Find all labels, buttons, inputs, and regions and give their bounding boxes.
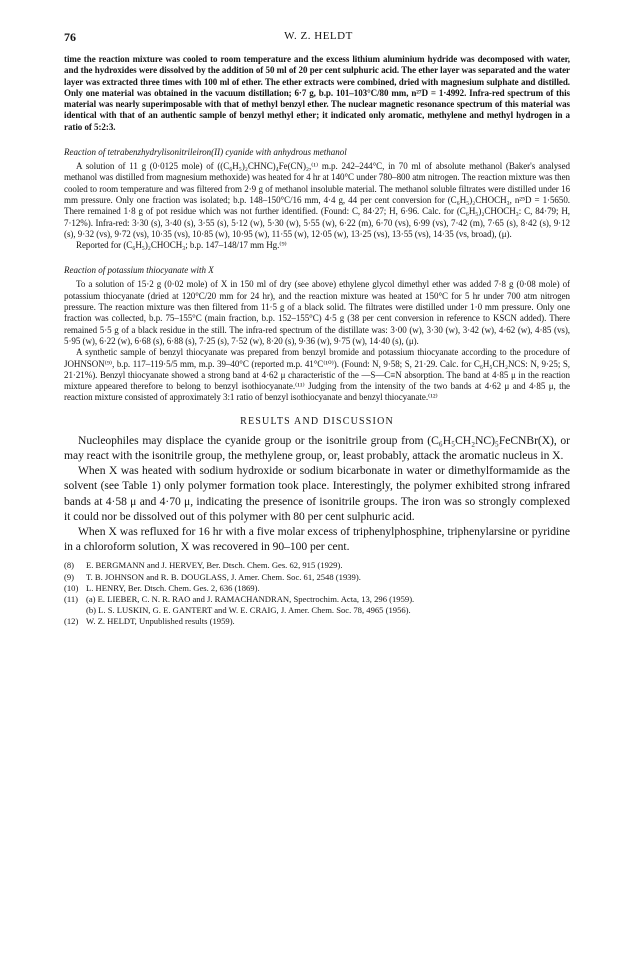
paragraph-synthetic-sample: A synthetic sample of benzyl thiocyanate was prepared from benzyl bromide and potassium thiocyanate according to the procedure of JOHNSON⁽⁹⁾, b.p. 117–119·5/5 mm, m.p. 39–40°C (reported m.p. 41°C⁽¹⁰⁾). (Found: N, 9·58; S, 21·29. Calc. for C₆H₅CH₂NCS: N, 9·25; S, 21·21%). Benzyl thiocyanate showed a strong band at 4·62 μ characteristic of the —S—C≡N absorption. The band at 4·85 μ in the reaction mixture appeared therefore to belong to benzyl isothiocyanate.⁽¹¹⁾ Judging from the intensity of the two bands at 4·62 μ and 4·85 μ, the reaction mixture consisted of approximately 3:1 ratio of benzyl isothiocyanate and benzyl thiocyanate.⁽¹²⁾: [64, 347, 570, 403]
section-subheading: Reaction of tetrabenzhydrylisonitrileiron(II) cyanide with anhydrous methanol: [64, 147, 347, 158]
page-number: 76: [64, 30, 76, 44]
paragraph-methanol-reaction: A solution of 11 g (0·0125 mole) of ((C₆H₅)₂CHNC)₄Fe(CN)₂,⁽¹⁾ m.p. 242–244°C, in 70 ml of absolute methanol (Baker's analysed methanol was distilled from magnesium methoxide) was heated for 4 hr at 140°C under 780–800 atm nitrogen. The reaction mixture was then cooled to room temperature and was filtered from 2·9 g of methanol insoluble material. The methanol soluble filtrates were distilled under 16 mm pressure. Only one fraction was isolated; b.p. 148–150°C/16 mm, 4·4 g, 44 per cent conversion for (C₆H₅)₂CHOCH₃, n²⁵D = 1·5650. There remained 1·8 g of pot residue which was not further identified. (Found: C, 84·27; H, 6·96. Calc. for (C₆H₅)₂CHOCH₃: C, 84·79; H, 7·12%). Infra-red: 3·30 (s), 3·40 (s), 3·55 (s), 5·12 (w), 5·30 (w), 5·55 (w), 6·22 (m), 6·70 (vs), 6·99 (vs), 7·42 (m), 7·65 (s), 8·42 (s), 9·12 (s), 9·32 (vs), 9·72 (vs), 10·35 (vs), 10·85 (w), 10·95 (w), 11·55 (w), 12·05 (w), 13·25 (vs), 13·55 (vs), 14·35 (vs, broad), (μ).: [64, 161, 570, 239]
paragraph-nucleophiles: Nucleophiles may displace the cyanide group or the isonitrile group from (C₆H₅CH₂NC)₅FeCNBr(X), or may react with the isonitrile group, the methylene group, or, least probably, attack the aromatic nucleus in X.: [64, 433, 570, 462]
results-heading: RESULTS AND DISCUSSION: [240, 415, 394, 427]
running-head: W. Z. HELDT: [284, 30, 353, 42]
article-body: [64, 54, 570, 628]
paragraph-thiocyanate-reaction: To a solution of 15·2 g (0·02 mole) of X in 150 ml of dry (see above) ethylene glycol dimethyl ether was added 7·8 g (0·08 mole) of potassium thiocyanate (dried at 120°C/20 mm for 24 hr), and the reaction mixture was heated at 150°C for 5 hr under 700 atm nitrogen pressure. The reaction mixture was then filtered from 11·5 g of a black solid. The filtrates were distilled under 1·0 mm pressure. Only one fraction was collected, b.p. 75–155°C (main fraction, b.p. 152–155°C) 4·5 g (38 per cent conversion in reference to KSCN added). There remained 5·5 g of a black residue in the still. The infra-red spectrum of the distillate was: 3·00 (w), 3·30 (w), 3·42 (w), 4·62 (w), 4·85 (vs), 5·95 (w), 6·22 (w), 6·68 (s), 6·88 (s), 7·25 (s), 7·52 (w), 8·20 (s), 9·36 (w), 9·75 (w), 14·40 (s), (μ).: [64, 279, 570, 346]
paragraph-sodium-hydroxide: When X was heated with sodium hydroxide or sodium bicarbonate in water or dimethylformamide as the solvent (see Table 1) only polymer formation took place. Interestingly, the polymer exhibited strong infrared bands at 4·58 μ and 4·70 μ, indicating the presence of isonitrile groups. The iron was so strongly complexed it could nor be dissolved out of this polymer with 80 per cent sulphuric acid.: [64, 464, 570, 523]
section-subheading: Reaction of potassium thiocyanate with X: [64, 265, 214, 276]
paragraph-continuation: time the reaction mixture was cooled to room temperature and the excess lithium aluminium hydride was decomposed with water, and the hydroxides were dissolved by the addition of 50 ml of 20 per cent sulphuric acid. The ether layer was separated and the water layer was extracted three times with 100 ml of ether. The ether extracts were combined, dried with magnesium sulphate and distilled. Only one material was obtained in the vacuum distillation; 6·7 g, b.p. 101–103°C/80 mm, n²⁷D = 1·4992. Infra-red spectrum of this material was nearly superimposable with that of methyl benzyl ether. The nuclear magnetic resonance spectrum of this material was identical with that of an authentic sample of benzyl methyl ether; it indicated only aromatic, methylene and methyl hydrogen in a ratio of 5:2:3.: [64, 54, 570, 132]
page-header: [64, 30, 573, 46]
footnote-references: [64, 560, 570, 627]
paragraph-reported-value: Reported for (C₆H₅)₂CHOCH₃; b.p. 147–148/17 mm Hg.⁽⁹⁾: [76, 240, 287, 251]
reference-item: (8) E. BERGMANN and J. HERVEY, Ber. Dtsch. Chem. Ges. 62, 915 (1929).: [64, 560, 343, 571]
reference-item: (9) T. B. JOHNSON and R. B. DOUGLASS, J. Amer. Chem. Soc. 61, 2548 (1939).: [64, 571, 361, 582]
reference-item: (12) W. Z. HELDT, Unpublished results (1959).: [64, 616, 235, 627]
paragraph-triphenylphosphine: When X was refluxed for 16 hr with a five molar excess of triphenylphosphine, triphenylarsine or pyridine in a chloroform solution, X was recovered in 90–100 per cent.: [64, 524, 570, 554]
reference-item: (11) (a) E. LIEBER, C. N. R. RAO and J. RAMACHANDRAN, Spectrochim. Acta, 13, 296 (1959).: [64, 593, 415, 604]
reference-item: (b) L. S. LUSKIN, G. E. GANTERT and W. E. CRAIG, J. Amer. Chem. Soc. 78, 4965 (1956).: [86, 605, 411, 616]
reference-item: (10) L. HENRY, Ber. Dtsch. Chem. Ges. 2, 636 (1869).: [64, 582, 260, 593]
